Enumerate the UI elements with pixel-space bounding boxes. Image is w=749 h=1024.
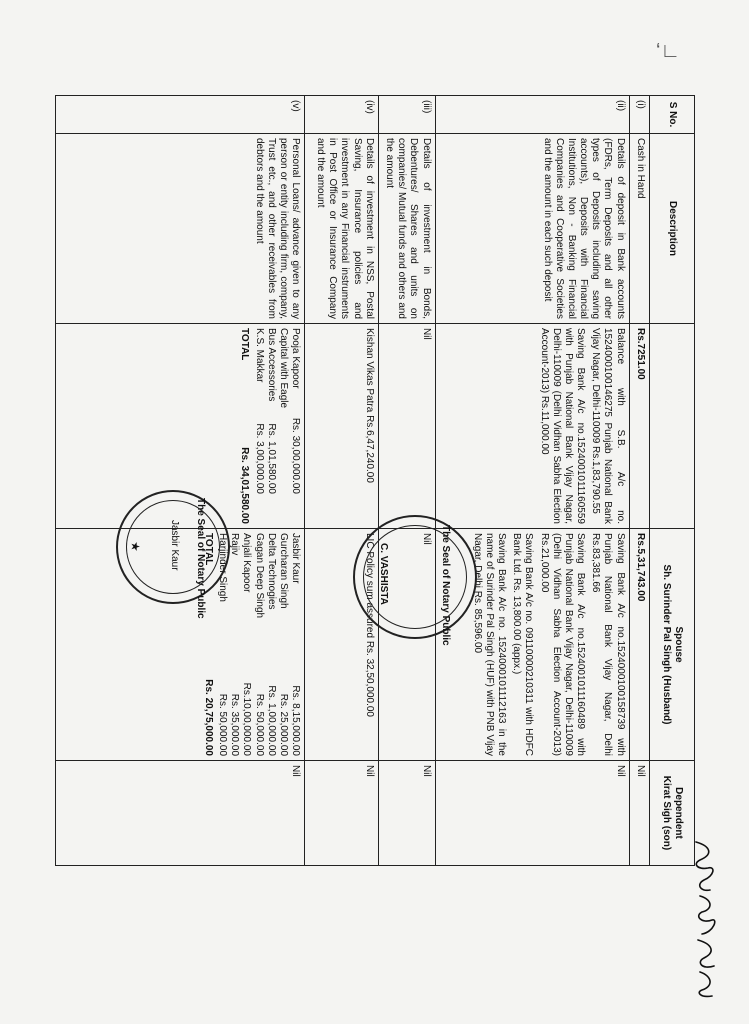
row-number: (ii) <box>435 96 629 134</box>
loan-entry <box>276 533 288 756</box>
loan-entry <box>289 533 301 756</box>
spouse-value: Rs.5,31,743.00 <box>629 529 649 761</box>
header-sno: S No. <box>649 96 694 134</box>
spouse-deposit-4: Saving Bank A/c no. 1524000101112163 in the name of Surinder Pal Singh (HUF) with PNB Vijay Nagar, Delhi Rs. 85,596.00 <box>471 533 507 756</box>
loan-name: K.S. Makkar <box>253 328 265 383</box>
row-number: (v) <box>55 96 304 134</box>
loan-name: Jasbir Kaur <box>289 533 301 584</box>
spouse-value: LIC Policy sum assured Rs. 32,50,000.00 <box>304 529 378 761</box>
spouse-deposit-2: Saving Bank A/c no.1524001011160489 with Punjab National Bank Vijay Nagar, Delhi-110009 (Delhi Vidhan Sabha Election Account-2013) Rs.21,000.00 <box>538 533 586 756</box>
loan-entry <box>289 328 301 524</box>
loan-name: Rajiv <box>228 533 240 556</box>
dependent-value: Nil <box>629 761 649 866</box>
row-number: (iii) <box>378 96 435 134</box>
row-description: Personal Loans/ advance given to any person or entity including firm, company, Trust etc., and other receivables from debtors and the amount <box>55 134 304 324</box>
corner-pen-mark: ‘∟ <box>656 40 681 62</box>
rotated-document <box>55 95 695 865</box>
self-deposit-1: Balance with S.B. A/c no. 1524000100146275 Punjab National Bank Vijay Nagar, Delhi-110009 Rs.1,83,790.55 <box>589 328 626 524</box>
dependent-value: Nil <box>435 761 629 866</box>
loan-entry <box>240 533 252 756</box>
loan-amount: Rs. 8,15,000.00 <box>289 685 301 756</box>
row-number: (i) <box>629 96 649 134</box>
dependent-value: Nil <box>304 761 378 866</box>
loan-name: Pooja Kapoor <box>289 328 301 389</box>
spouse-total-label: TOTAL <box>202 533 214 566</box>
table-row <box>629 96 649 866</box>
loan-name: Anjali Kapoor <box>240 533 252 593</box>
spouse-value: Nil <box>378 529 435 761</box>
spouse-deposit-1: Saving Bank A/c no.1524000100158739 with Punjab National Bank Vijay Nagar, Delhi Rs.83,381.66 <box>589 533 626 756</box>
header-self <box>649 324 694 529</box>
notary-stamp-bottom <box>353 515 477 646</box>
row-description: Details of investment in NSS, Postal Saving, Insurance policies and investment in any Financial instruments in Post Office or Insurance Company and the amount <box>304 134 378 324</box>
loan-entry <box>228 533 240 756</box>
self-value: Nil <box>378 324 435 529</box>
row-description: Cash in Hand <box>629 134 649 324</box>
dependent-name: Kirat Sigh (son) <box>660 775 672 851</box>
spouse-title: Spouse <box>672 626 684 663</box>
spouse-deposit-3: Saving Bank A/c no. 09110000210311 with HDFC Bank Ltd. Rs. 13,800.00 (appx.) <box>510 533 534 756</box>
row-number: (iv) <box>304 96 378 134</box>
stamp-top-star-icon: ★ <box>128 542 140 551</box>
loan-name: Gurcharan Singh <box>277 533 289 609</box>
table-row <box>55 96 304 866</box>
loan-entry <box>252 533 264 756</box>
handwritten-signature-icon <box>690 840 724 1000</box>
header-dependent <box>649 761 694 866</box>
self-value <box>435 324 629 529</box>
loan-entry <box>264 328 276 524</box>
spouse-loan-list <box>215 533 300 756</box>
loan-amount: Rs. 30,00,000.00 <box>289 417 301 494</box>
header-description: Description <box>649 134 694 324</box>
self-total-label: TOTAL <box>238 328 250 361</box>
self-total-line <box>238 328 250 524</box>
spouse-name: Sh. Surinder Pal Singh (Husband) <box>660 564 672 725</box>
loan-entry <box>276 328 288 524</box>
stamp-bottom-line2: C. VASHISTA <box>377 543 389 605</box>
row-description: Details of investment in Bonds, Debentures/ Shares and units on companies/ Mutual funds and others and the amount <box>378 134 435 324</box>
loan-amount: Rs. 3,00,000.00 <box>253 423 265 494</box>
self-deposit-2: Saving Bank A/c no.1524001011160559 with Punjab National Bank Vijay Nagar, Delhi-110009 (Delhi Vidhan Sabha Election Account-2013) Rs.11,000.00 <box>538 328 586 524</box>
dependent-value: Nil <box>378 761 435 866</box>
stamp-top-line2: Jasbir Kaur <box>168 520 180 571</box>
header-row <box>649 96 694 866</box>
loan-entry <box>252 328 264 524</box>
table-row <box>378 96 435 866</box>
loan-amount: Rs. 1,01,580.00 <box>265 423 277 494</box>
loan-name: Harjinder Singh <box>216 533 228 602</box>
loan-amount: Rs. 1,00,000.00 <box>265 685 277 756</box>
self-total-amount: Rs. 34,01,580.00 <box>238 447 250 524</box>
row-description: Details of deposit in Bank accounts (FDRs, Term Deposits and all other types of Deposits including saving accounts), Deposits with Financial Institutions, Non - Banking Financial Companies and Cooperative Societies and the amount in each such deposit <box>435 134 629 324</box>
loan-amount: Rs. 35,000.00 <box>228 693 240 756</box>
dependent-value: Nil <box>55 761 304 866</box>
stamp-bottom-line1: The Seal of Notary Public <box>439 525 451 646</box>
self-value: Rs.7251.00 <box>629 324 649 529</box>
loan-name: Bus Accessories <box>265 328 277 402</box>
self-loan-list <box>252 328 301 524</box>
loan-name: Delta Technogies <box>265 533 277 610</box>
loan-entry <box>264 533 276 756</box>
spouse-total-amount: Rs. 20,75,000.00 <box>202 679 214 756</box>
table-row <box>435 96 629 866</box>
assets-table <box>55 95 695 866</box>
header-spouse <box>649 529 694 761</box>
dependent-title: Dependent <box>672 787 684 839</box>
self-value: Kishan Vikas Patra Rs.6,47,240.00 <box>304 324 378 529</box>
notary-stamp-top <box>116 490 230 619</box>
table-row <box>304 96 378 866</box>
loan-amount: Rs. 50,000.00 <box>253 693 265 756</box>
stamp-top-line1: The Seal of Notary Public <box>194 498 206 619</box>
loan-name: Capital with Eagle <box>277 328 289 409</box>
loan-amount: Rs.10,00,000.00 <box>240 682 252 756</box>
loan-name: Gagan Deep Singh <box>253 533 265 619</box>
loan-amount: Rs. 50,000.00 <box>216 693 228 756</box>
loan-amount: Rs. 25,000.00 <box>277 693 289 756</box>
